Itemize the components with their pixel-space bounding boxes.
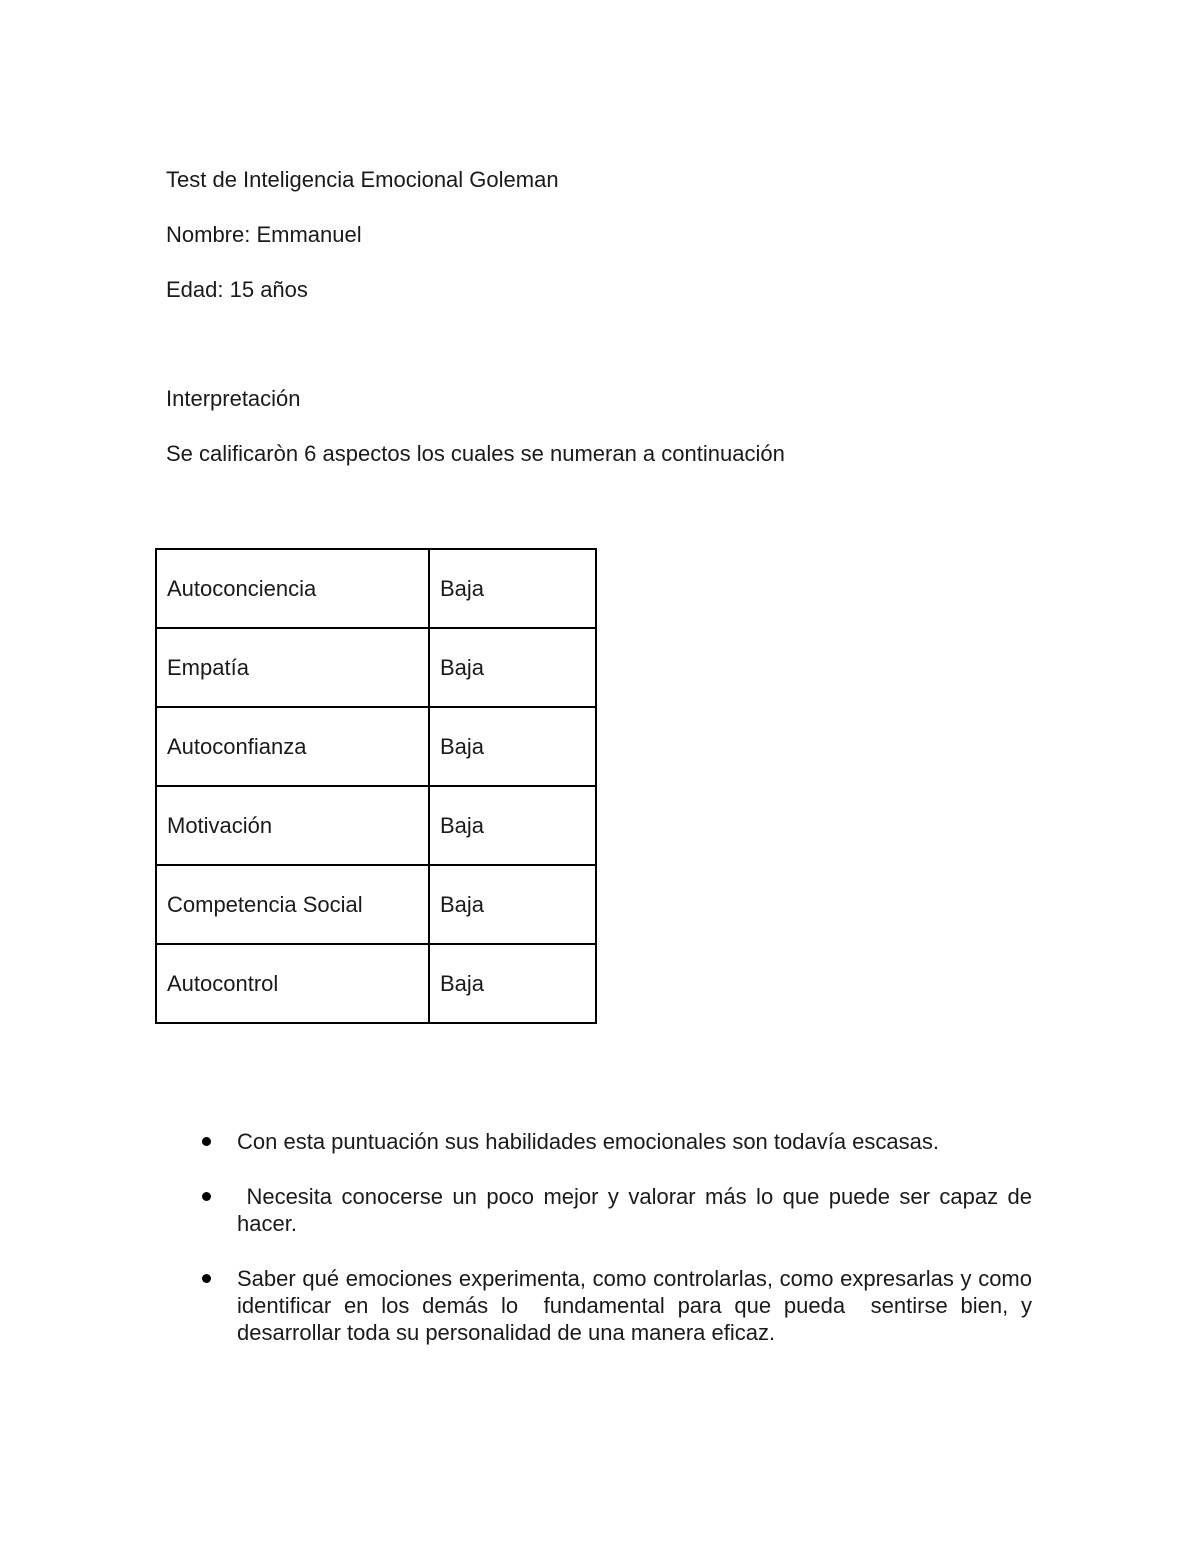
level-cell: Baja [429,944,596,1023]
bullet-icon [202,1137,211,1146]
table-row [156,628,596,707]
table-row [156,786,596,865]
list-item [200,1265,1039,1346]
bullet-icon [202,1192,211,1201]
document-title: Test de Inteligencia Emocional Goleman [166,167,559,192]
aspect-cell: Competencia Social [156,865,429,944]
level-cell: Baja [429,707,596,786]
table-row [156,549,596,628]
aspect-cell: Autoconciencia [156,549,429,628]
level-cell: Baja [429,549,596,628]
results-table [155,548,597,1024]
aspect-cell: Empatía [156,628,429,707]
name-line: Nombre: Emmanuel [166,222,362,247]
bullet-icon [202,1274,211,1283]
age-line: Edad: 15 años [166,277,308,302]
note-text: Saber qué emociones experimenta, como controlarlas, como expresarlas y como identificar en los demás lo fundamental para que pueda sentirse bien, y desarrollar toda su personalidad de una manera eficaz. [237,1266,1039,1345]
note-text: Necesita conocerse un poco mejor y valorar más lo que puede ser capaz de hacer. [237,1184,1039,1236]
table-row [156,865,596,944]
level-cell: Baja [429,628,596,707]
interpretation-heading: Interpretación [166,386,301,411]
level-cell: Baja [429,786,596,865]
aspect-cell: Autoconfianza [156,707,429,786]
note-text: Con esta puntuación sus habilidades emocionales son todavía escasas. [237,1129,940,1154]
list-item [200,1128,1032,1155]
interpretation-intro: Se calificaròn 6 aspectos los cuales se numeran a continuación [166,441,785,466]
list-item [200,1183,1039,1237]
table-row [156,944,596,1023]
notes-list [200,1128,1039,1374]
table-row [156,707,596,786]
level-cell: Baja [429,865,596,944]
aspect-cell: Autocontrol [156,944,429,1023]
aspect-cell: Motivación [156,786,429,865]
